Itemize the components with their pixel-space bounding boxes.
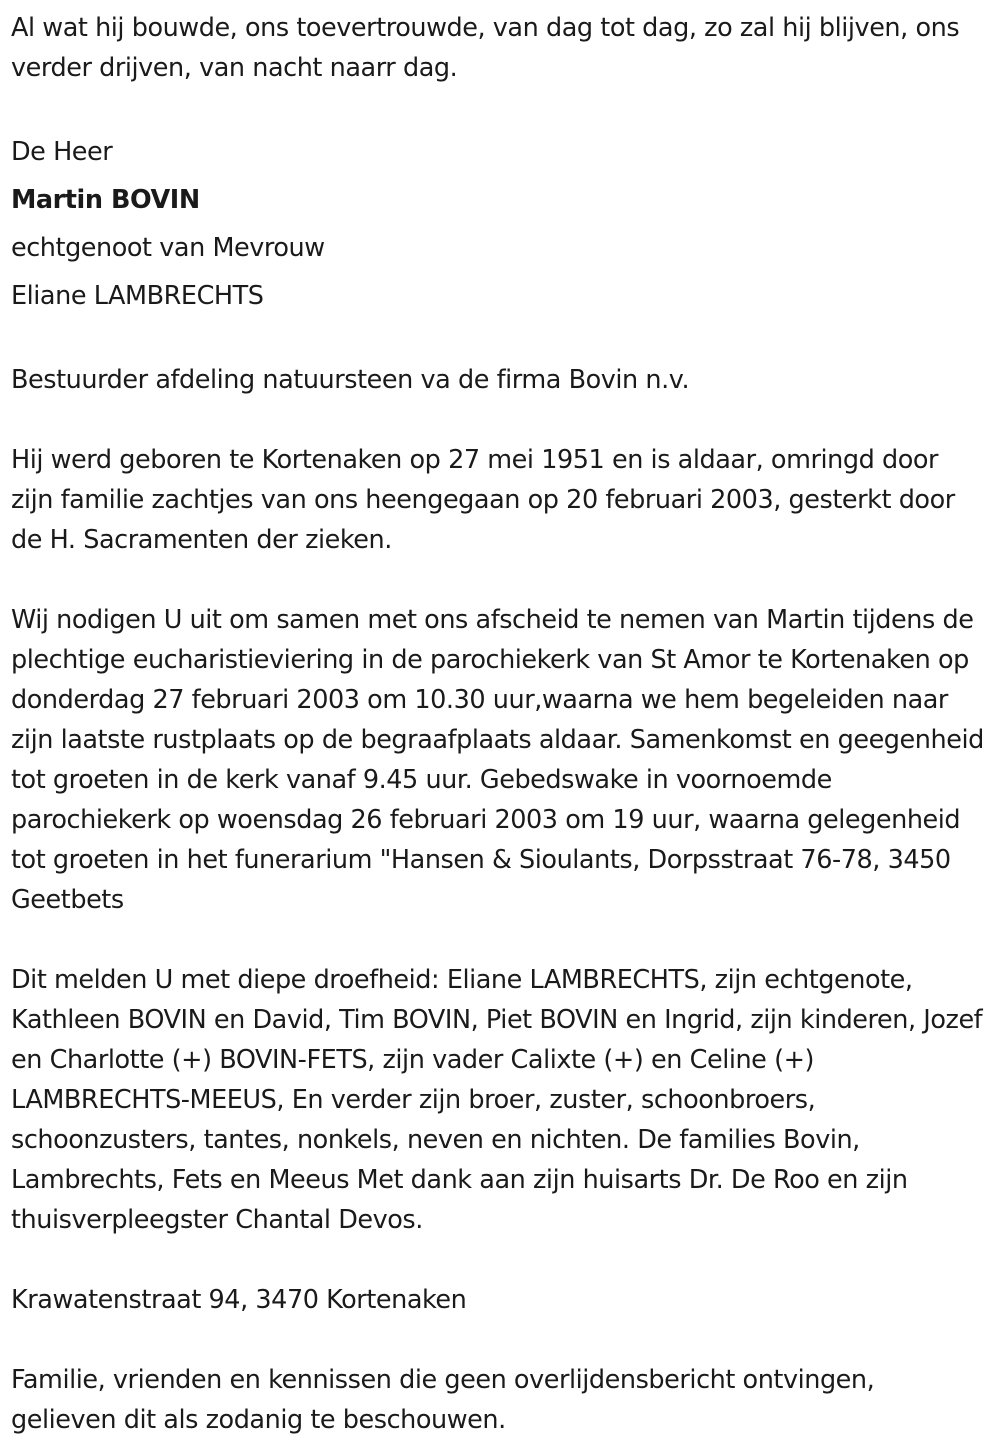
spouse-line: echtgenoot van Mevrouw (11, 233, 325, 263)
honorific-title: De Heer (11, 137, 113, 167)
spacer (11, 88, 986, 128)
spacer (11, 400, 986, 440)
spacer (11, 560, 986, 600)
memorial-verse: Al wat hij bouwde, ons toevertrouwde, van dag tot dag, zo zal hij blijven, ons verder drijven, van nacht naarr dag. (11, 13, 960, 83)
deceased-name: Martin BOVIN (11, 185, 200, 215)
funeral-invitation-paragraph: Wij nodigen U uit om samen met ons afscheid te nemen van Martin tijdens de plechtige eucharistieviering in de parochiekerk van St Amor te Kortenaken op donderdag 27 februari 2003 om 10.30 uur,waarna we hem begeleiden naar zijn laatste rustplaats op de begraafplaats aldaar. Samenkomst en geegenheid tot groeten in de kerk vanaf 9.45 uur. Gebedswake in voornoemde parochiekerk op woensdag 26 februari 2003 om 19 uur, waarna gelegenheid tot groeten in het funerarium "Hansen & Sioulants, Dorpsstraat 76-78, 3450 Geetbets (11, 605, 984, 915)
spacer (11, 1240, 986, 1280)
family-announcement-paragraph: Dit melden U met diepe droefheid: Eliane LAMBRECHTS, zijn echtgenote, Kathleen BOVIN en David, Tim BOVIN, Piet BOVIN en Ingrid, zijn kinderen, Jozef en Charlotte (+) BOVIN-FETS, zijn vader Calixte (+) en Celine (+) LAMBRECHTS-MEEUS, En verder zijn broer, zuster, schoonbroers, schoonzusters, tantes, nonkels, neven en nichten. De families Bovin, Lambrechts, Fets en Meeus Met dank aan zijn huisarts Dr. De Roo en zijn thuisverpleegster Chantal Devos. (11, 965, 983, 1235)
spacer (11, 920, 986, 960)
spacer (11, 320, 986, 360)
occupation-text: Bestuurder afdeling natuursteen va de firma Bovin n.v. (11, 365, 690, 395)
closing-note: Familie, vrienden en kennissen die geen overlijdensbericht ontvingen, gelieven dit als zodanig te beschouwen. (11, 1365, 875, 1435)
birth-death-paragraph: Hij werd geboren te Kortenaken op 27 mei 1951 en is aldaar, omringd door zijn familie zachtjes van ons heengegaan op 20 februari 2003, gesterkt door de H. Sacramenten der zieken. (11, 445, 955, 555)
spacer (11, 1320, 986, 1360)
home-address: Krawatenstraat 94, 3470 Kortenaken (11, 1285, 467, 1315)
spouse-name: Eliane LAMBRECHTS (11, 281, 264, 311)
